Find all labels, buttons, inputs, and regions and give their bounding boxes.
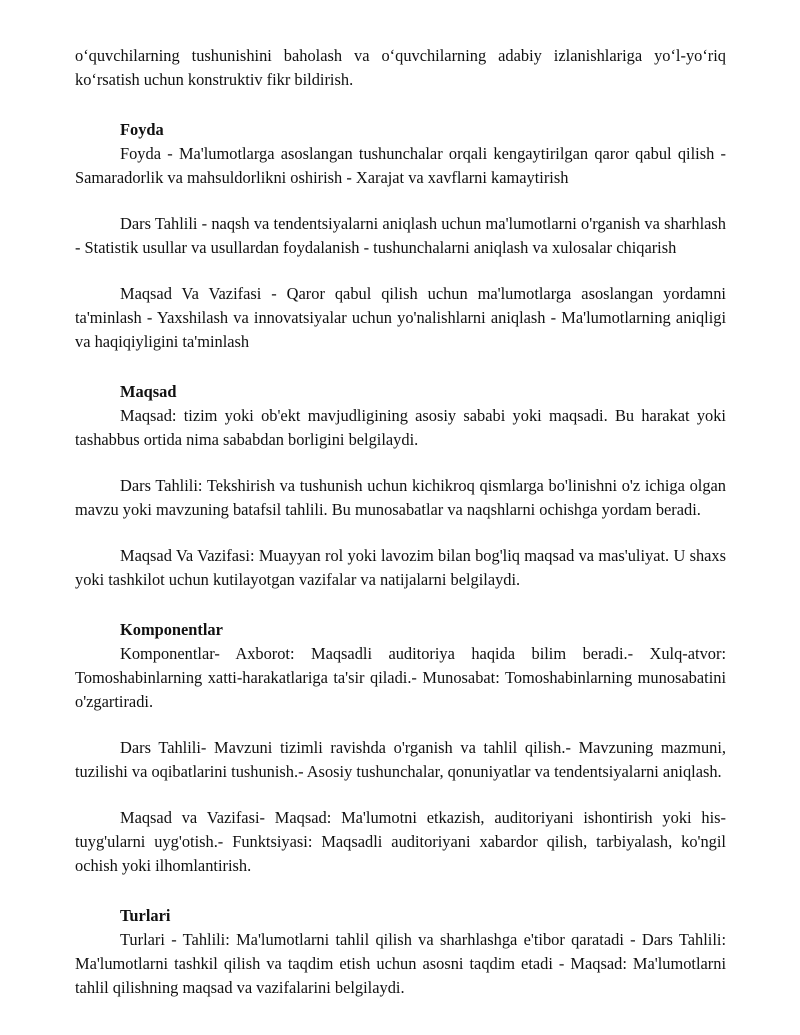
spacer	[75, 354, 726, 380]
spacer	[75, 452, 726, 474]
section-heading: Turlari	[120, 906, 171, 925]
paragraph: Dars Tahlili: Tekshirish va tushunish uchun kichikroq qismlarga bo'linishni o'z ichiga olgan mavzu yoki mavzuning batafsil tahlili. Bu munosabatlar va naqshlarni ochishga yordam beradi.	[75, 476, 726, 519]
paragraph: Maqsad Va Vazifasi - Qaror qabul qilish uchun ma'lumotlarga asoslangan yordamni ta'minlash - Yaxshilash va innovatsiyalar uchun yo'nalishlarni aniqlash - Ma'lumotlarning aniqligi va haqiqiyligini ta'minlash	[75, 284, 726, 351]
section-foyda	[75, 118, 726, 354]
paragraph: Foyda - Ma'lumotlarga asoslangan tushunchalar orqali kengaytirilgan qaror qabul qilish - Samaradorlik va mahsuldorlikni oshirish - Xarajat va xavflarni kamaytirish	[75, 144, 726, 187]
paragraph: Dars Tahlili- Mavzuni tizimli ravishda o'rganish va tahlil qilish.- Mavzuning mazmuni, tuzilishi va oqibatlarini tushunish.- Asosiy tushunchalar, qonuniyatlar va tendentsiyalarni aniqlash.	[75, 738, 726, 781]
paragraph: Maqsad: tizim yoki ob'ekt mavjudligining asosiy sababi yoki maqsadi. Bu harakat yoki tashabbus ortida nima sababdan borligini belgilaydi.	[75, 406, 726, 449]
spacer	[75, 522, 726, 544]
intro-paragraph: o‘quvchilarning tushunishini baholash va o‘quvchilarning adabiy izlanishlariga yo‘l-yo‘riq ko‘rsatish uchun konstruktiv fikr bildirish.	[75, 46, 726, 89]
paragraph: Maqsad va Vazifasi- Maqsad: Ma'lumotni etkazish, auditoriyani ishontirish yoki his-tuyg'ularni uyg'otish.- Funktsiyasi: Maqsadli auditoriyani xabardor qilish, tarbiyalash, ko'ngil ochish yoki ilhomlantirish.	[75, 808, 726, 875]
paragraph: Komponentlar- Axborot: Maqsadli auditoriya haqida bilim beradi.- Xulq-atvor: Tomoshabinlarning xatti-harakatlariga ta'sir qiladi.- Munosabat: Tomoshabinlarning munosabatini o'zgartiradi.	[75, 644, 726, 711]
spacer	[75, 92, 726, 118]
spacer	[75, 784, 726, 806]
section-heading: Komponentlar	[120, 620, 223, 639]
spacer	[75, 592, 726, 618]
section-turlari	[75, 904, 726, 1000]
section-heading: Maqsad	[120, 382, 177, 401]
paragraph: Maqsad Va Vazifasi: Muayyan rol yoki lavozim bilan bog'liq maqsad va mas'uliyat. U shaxs yoki tashkilot uchun kutilayotgan vazifalar va natijalarni belgilaydi.	[75, 546, 726, 589]
section-maqsad	[75, 380, 726, 592]
spacer	[75, 878, 726, 904]
paragraph: Dars Tahlili - naqsh va tendentsiyalarni aniqlash uchun ma'lumotlarni o'rganish va sharhlash - Statistik usullar va usullardan foydalanish - tushunchalarni aniqlash va xulosalar chiqarish	[75, 214, 726, 257]
paragraph: Turlari - Tahlili: Ma'lumotlarni tahlil qilish va sharhlashga e'tibor qaratadi - Dars Tahlili: Ma'lumotlarni tashkil qilish va taqdim etish uchun asosni taqdim etadi - Maqsad: Ma'lumotlarni tahlil qilishning maqsad va vazifalarini belgilaydi.	[75, 930, 726, 997]
document-page	[75, 44, 726, 1000]
spacer	[75, 714, 726, 736]
spacer	[75, 190, 726, 212]
section-heading: Foyda	[120, 120, 164, 139]
spacer	[75, 260, 726, 282]
section-komponentlar	[75, 618, 726, 878]
